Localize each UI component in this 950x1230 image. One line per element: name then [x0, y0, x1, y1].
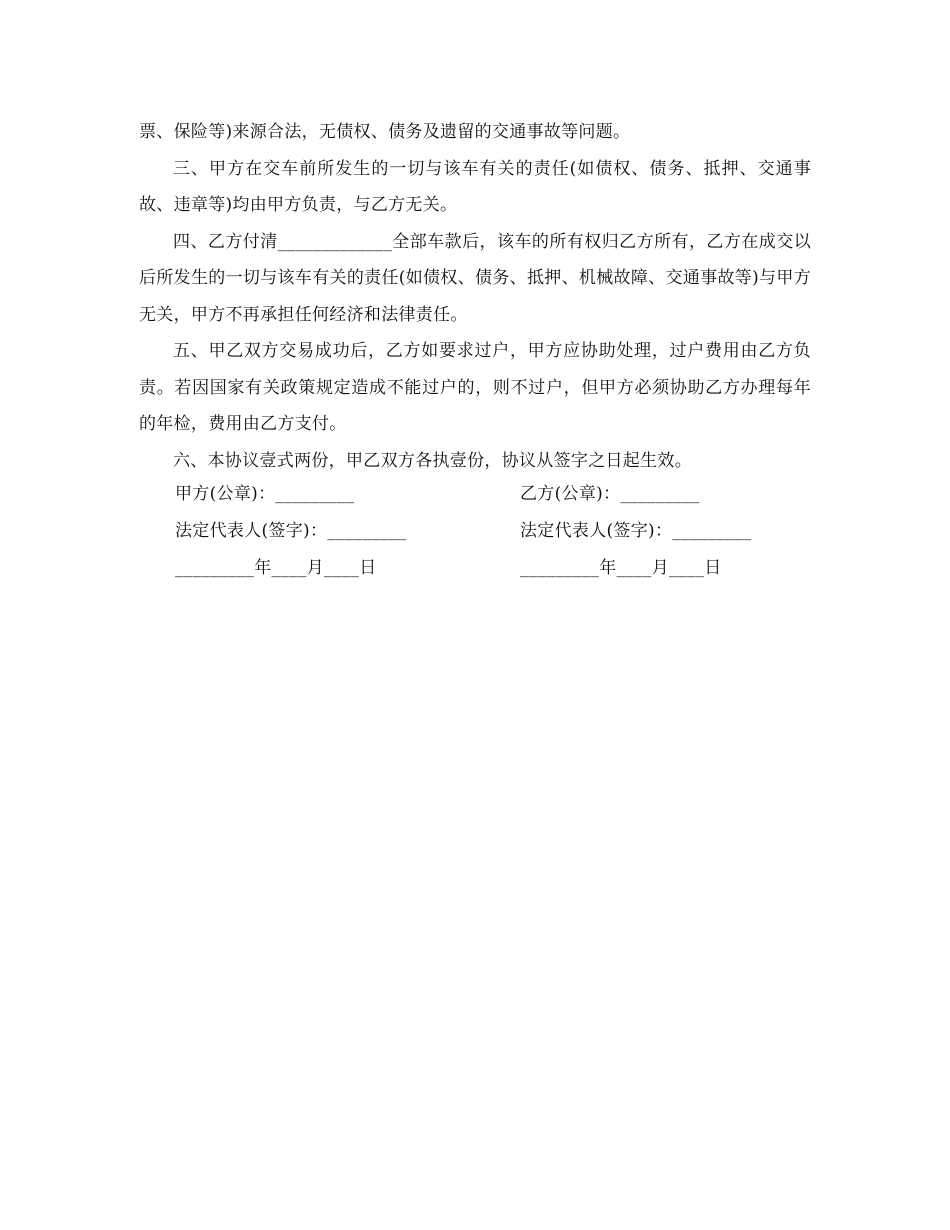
- party-b-date-line: _________年____月____日: [520, 558, 722, 578]
- paragraph-clause-6: 六、本协议壹式两份，甲乙双方各执壹份，协议从签字之日起生效。: [173, 450, 692, 471]
- paragraph-clause-5: 五、甲乙双方交易成功后，乙方如要求过户，甲方应协助处理，过户费用由乙方负责。若因国家有关政策规定造成不能过户的，则不过户，但甲方必须协助乙方办理每年的年检，费用由乙方支付。: [139, 341, 811, 434]
- paragraph-clause-4: 四、乙方付清_____________全部车款后，该车的所有权归乙方所有，乙方在成交以后所发生的一切与该车有关的责任(如债权、债务、抵押、机械故障、交通事故等)与甲方无关，甲方不再承担任何经济和法律责任。: [139, 231, 811, 325]
- party-a-seal-line: 甲方(公章)：_________: [175, 484, 355, 504]
- party-b-seal-line: 乙方(公章)：_________: [520, 484, 700, 504]
- paragraph-clause-3: 三、甲方在交车前所发生的一切与该车有关的责任(如债权、债务、抵押、交通事故、违章等)均由甲方负责，与乙方无关。: [139, 158, 811, 215]
- party-b-representative-line: 法定代表人(签字)：_________: [520, 521, 752, 541]
- party-a-representative-line: 法定代表人(签字)：_________: [175, 521, 407, 541]
- paragraph-continuation: 票、保险等)来源合法，无债权、债务及遗留的交通事故等问题。: [139, 122, 631, 142]
- agreement-body: [139, 114, 811, 479]
- party-a-date-line: _________年____月____日: [175, 558, 377, 578]
